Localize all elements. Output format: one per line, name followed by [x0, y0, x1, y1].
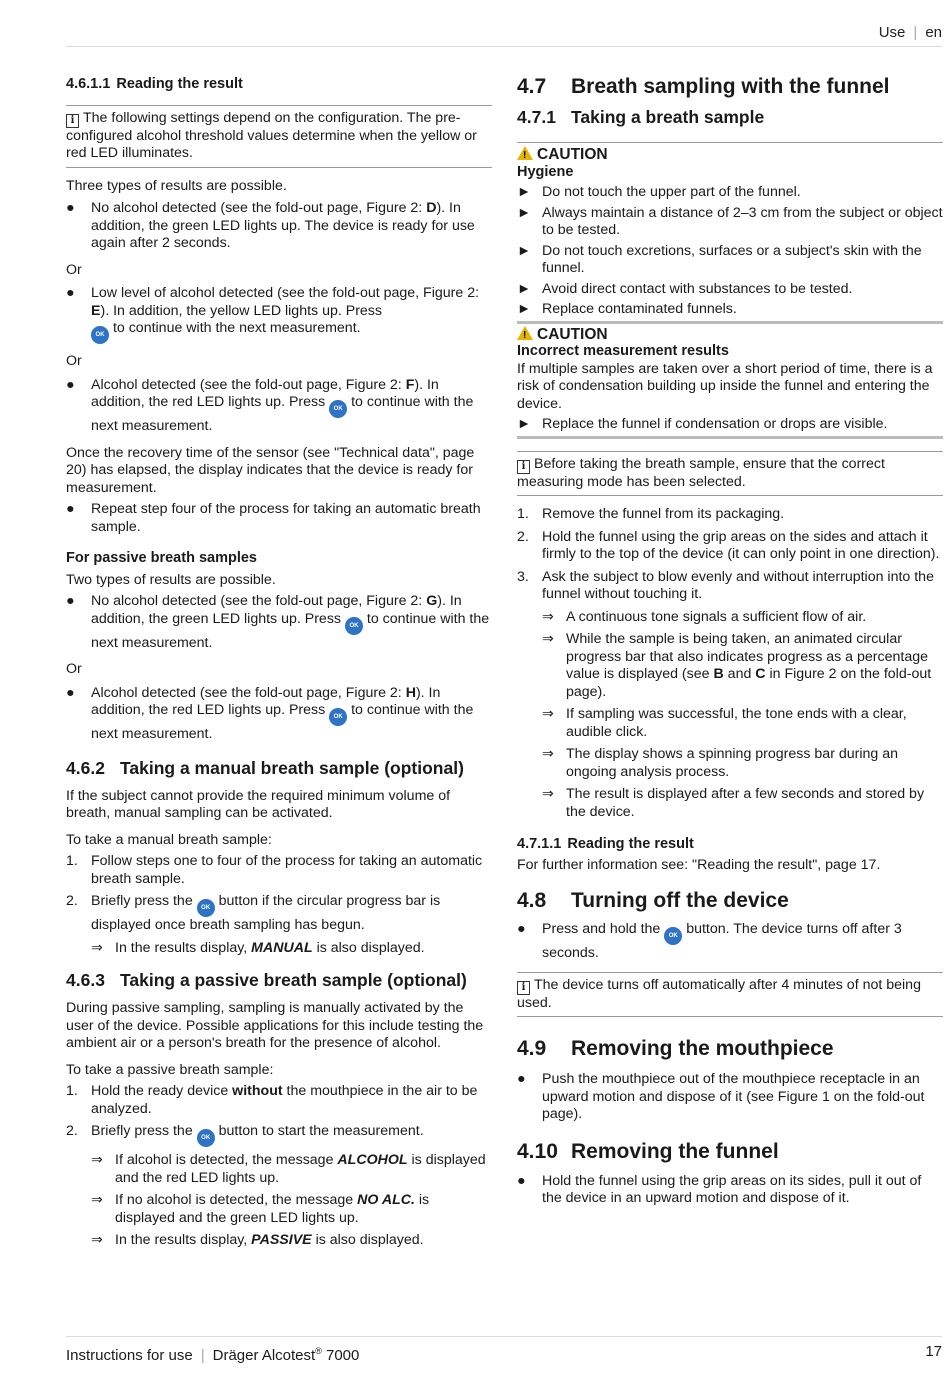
ok-button-icon: OK — [197, 899, 215, 917]
or-text: Or — [66, 661, 82, 677]
result-item: ⇒ If no alcohol is detected, the message NO ALC. is displayed and the green LED lights up. — [91, 1192, 430, 1226]
caution-box-measurement — [517, 326, 943, 439]
list-item: ► Always maintain a distance of 2–3 cm from the subject or object to be tested. — [517, 204, 943, 238]
list-item: ● No alcohol detected (see the fold-out page, Figure 2: G). In addition, the green LED lights up. Press OK to continue with the next measurement. — [66, 593, 490, 651]
result-item: ⇒ The display shows a spinning progress bar during an ongoing analysis process. — [542, 746, 899, 780]
info-icon: i — [517, 460, 530, 474]
paragraph: Two types of results are possible. — [66, 571, 276, 588]
heading-4-6-3: 4.6.3 Taking a passive breath sample (optional) — [66, 970, 467, 990]
list-item: 2. Briefly press the OK button if the circular progress bar is displayed once breath sampling has begun. — [66, 893, 441, 933]
heading-4-7-1-1: 4.7.1.1 Reading the result — [517, 836, 694, 852]
info-icon: i — [517, 981, 530, 995]
page-footer: Instructions for use | Dräger Alcotest® 7000 17 — [66, 1343, 942, 1364]
list-item: ● Repeat step four of the process for taking an automatic breath sample. — [66, 501, 481, 535]
list-item: ● Push the mouthpiece out of the mouthpiece receptacle in an upward motion and dispose of it (see Figure 1 on the fold-out page). — [517, 1071, 925, 1122]
list-item: 1. Hold the ready device without the mouthpiece in the air to be analyzed. — [66, 1083, 478, 1117]
ok-button-icon: OK — [345, 617, 363, 635]
list-item: 1. Follow steps one to four of the process for taking an automatic breath sample. — [66, 853, 483, 887]
caution-subtitle: Hygiene — [517, 163, 574, 180]
ok-button-icon: OK — [329, 400, 347, 418]
caution-subtitle: Incorrect measurement results — [517, 343, 729, 359]
list-item: ● Alcohol detected (see the fold-out page, Figure 2: F). In addition, the red LED lights up. Press OK to continue with the next measurement. — [66, 376, 474, 434]
ok-button-icon: OK — [91, 326, 109, 344]
header-rule — [66, 46, 942, 47]
page-header: Use | en — [878, 24, 942, 41]
heading-4-6-1-1: 4.6.1.1 Reading the result — [66, 76, 243, 92]
footer-model: 7000 — [321, 1347, 360, 1364]
paragraph: If multiple samples are taken over a short period of time, there is a risk of condensation building up inside the funnel and entering the device. — [517, 360, 933, 412]
heading-4-10: 4.10 Removing the funnel — [517, 1139, 779, 1163]
list-item: ► Replace contaminated funnels. — [517, 301, 943, 324]
info-note: i The device turns off automatically after 4 minutes of not being used. — [517, 972, 943, 1018]
heading-4-8: 4.8 Turning off the device — [517, 889, 789, 912]
header-section: Use — [878, 24, 906, 41]
list-item: ● Low level of alcohol detected (see the fold-out page, Figure 2: E). In addition, the yellow LED lights up. Press OK to continue with the next measurement. — [66, 285, 492, 344]
paragraph: For further information see: "Reading the result", page 17. — [517, 856, 881, 873]
paragraph: To take a passive breath sample: — [66, 1061, 274, 1078]
result-item: ⇒ The result is displayed after a few seconds and stored by the device. — [542, 786, 925, 820]
heading-4-7-1: 4.7.1 Taking a breath sample — [517, 107, 765, 127]
page-number: 17 — [925, 1343, 942, 1360]
paragraph: If the subject cannot provide the required minimum volume of breath, manual sampling can be activated. — [66, 787, 451, 821]
result-item: ⇒ While the sample is being taken, an animated circular progress bar that also indicates progress as a percentage value is displayed (see B and C in Figure 2 on the fold-out page). — [542, 631, 932, 700]
or-text: Or — [66, 261, 82, 278]
list-item: ► Do not touch excretions, surfaces or a subject's skin with the funnel. — [517, 242, 922, 276]
subheading-passive: For passive breath samples — [66, 550, 257, 566]
paragraph: To take a manual breath sample: — [66, 831, 272, 848]
list-item: 1. Remove the funnel from its packaging. — [517, 506, 785, 522]
footer-doc-title: Instructions for use — [66, 1347, 193, 1364]
list-item: ● Press and hold the OK button. The device turns off after 3 seconds. — [517, 921, 902, 961]
left-column — [66, 74, 492, 1250]
paragraph: Three types of results are possible. — [66, 177, 287, 194]
list-item: 2. Hold the funnel using the grip areas on the sides and attach it firmly to the top of the device (it can only point in one direction). — [517, 528, 940, 562]
list-item: ● No alcohol detected (see the fold-out page, Figure 2: D). In addition, the green LED lights up. The device is ready for use again after 2 seconds. — [66, 200, 475, 251]
result-item: ⇒ In the results display, MANUAL is also displayed. — [91, 939, 425, 956]
footer-rule — [66, 1336, 942, 1337]
heading-4-7: 4.7 Breath sampling with the funnel — [517, 75, 890, 98]
list-item: 2. Briefly press the OK button to start the measurement. — [66, 1123, 492, 1147]
info-icon: i — [66, 114, 79, 128]
result-item: ⇒ A continuous tone signals a sufficient flow of air. — [542, 608, 867, 625]
ok-button-icon: OK — [197, 1129, 215, 1147]
footer-registered-mark: ® — [315, 1346, 322, 1356]
heading-4-9: 4.9 Removing the mouthpiece — [517, 1037, 834, 1060]
caution-title: ! CAUTION — [517, 146, 943, 164]
paragraph: Once the recovery time of the sensor (see "Technical data", page 20) has elapsed, the display indicates that the device is ready for measurement. — [66, 444, 475, 496]
result-item: ⇒ If sampling was successful, the tone ends with a clear, audible click. — [542, 706, 907, 740]
list-item: ► Do not touch the upper part of the funnel. — [517, 184, 801, 200]
heading-4-6-2: 4.6.2 Taking a manual breath sample (optional) — [66, 757, 464, 778]
caution-title: ! CAUTION — [517, 326, 943, 344]
paragraph: During passive sampling, sampling is manually activated by the user of the device. Possible applications for this include testing the ambient air or a person's breath for the presence of alcohol. — [66, 1000, 484, 1051]
footer-product: Dräger Alcotest — [212, 1347, 316, 1364]
info-note: i Before taking the breath sample, ensure that the correct measuring mode has been selected. — [517, 451, 943, 497]
or-text: Or — [66, 353, 82, 369]
result-item: ⇒ In the results display, PASSIVE is also displayed. — [91, 1232, 424, 1248]
header-language: en — [925, 24, 942, 41]
list-item: ► Replace the funnel if condensation or drops are visible. — [517, 416, 943, 439]
info-note: i The following settings depend on the configuration. The pre-configured alcohol threshold values determine when the yellow or red LED illuminates. — [66, 105, 492, 168]
warning-icon: ! — [517, 146, 533, 160]
right-column — [517, 74, 943, 1208]
ok-button-icon: OK — [329, 708, 347, 726]
list-item: 3. Ask the subject to blow evenly and without interruption into the funnel without touching it. — [517, 568, 934, 602]
list-item: ● Hold the funnel using the grip areas on its sides, pull it out of the device in an upward motion and dispose of it. — [517, 1172, 922, 1206]
warning-icon: ! — [517, 326, 533, 340]
list-item: ► Avoid direct contact with substances to be tested. — [517, 280, 853, 297]
result-item: ⇒ If alcohol is detected, the message ALCOHOL is displayed and the red LED lights up. — [91, 1152, 486, 1186]
list-item: ● Alcohol detected (see the fold-out page, Figure 2: H). In addition, the red LED lights up. Press OK to continue with the next measurement. — [66, 684, 474, 742]
ok-button-icon: OK — [664, 927, 682, 945]
caution-box-hygiene — [517, 142, 943, 324]
